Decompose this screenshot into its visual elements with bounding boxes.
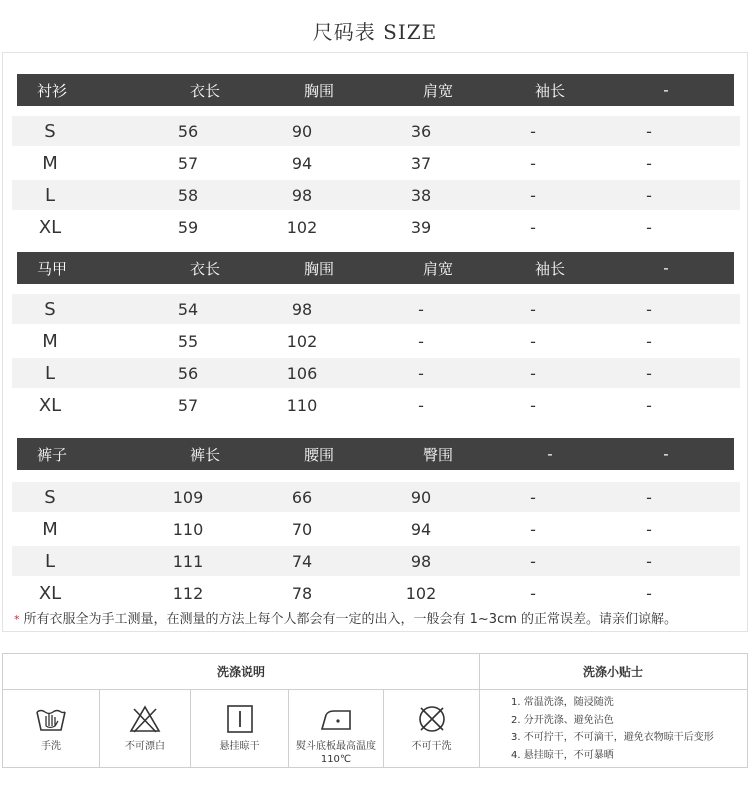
table-cell: 110 (286, 395, 318, 415)
size-cell: M (42, 330, 58, 352)
table-cell: - (530, 217, 536, 237)
table-cell: 102 (286, 217, 318, 237)
divider (479, 654, 480, 767)
table-cell: - (418, 363, 424, 383)
table-row (12, 482, 740, 512)
table-cell: - (646, 583, 652, 603)
table-cell: - (418, 299, 424, 319)
table-cell: 102 (405, 583, 437, 603)
table-row (12, 212, 740, 242)
measurement-note (14, 608, 748, 627)
care-tip: 4. 悬挂晾干，不可暴晒 (511, 749, 614, 761)
page-title: 尺码表 SIZE (312, 20, 438, 44)
size-cell: S (44, 120, 56, 142)
table-cell: 55 (177, 331, 199, 351)
iron-icon (320, 704, 352, 734)
note-text: 所有衣服全为手工测量，在测量的方法上每个人都会有一定的出入，一般会有 1~3cm 的正常误差。请亲们谅解。 (23, 612, 678, 627)
header-cell: 胸围 (303, 259, 334, 278)
table-cell: - (530, 185, 536, 205)
table-cell: 37 (410, 153, 432, 173)
table-cell: - (530, 331, 536, 351)
header-cell: - (663, 259, 669, 277)
size-cell: XL (38, 582, 62, 604)
table-row (12, 578, 740, 608)
care-item-hang-dry (191, 690, 288, 768)
table-cell: 57 (177, 153, 199, 173)
table-cell: - (530, 487, 536, 507)
table-cell: 111 (172, 551, 204, 571)
care-tips-list (511, 694, 714, 764)
table-cell: 102 (286, 331, 318, 351)
table-cell: 54 (177, 299, 199, 319)
care-item-iron (289, 690, 383, 768)
care-section (2, 653, 748, 768)
table-cell: 56 (177, 121, 199, 141)
table-cell: 90 (410, 487, 432, 507)
header-cell: 袖长 (534, 81, 565, 100)
table-row (12, 546, 740, 576)
care-instructions-title: 洗涤说明 (3, 654, 479, 690)
header-cell: 袖长 (534, 259, 565, 278)
care-label: 熨斗底板最高温度110℃ (296, 741, 376, 765)
table-cell: - (646, 217, 652, 237)
table-cell: 98 (410, 551, 432, 571)
header-cell: 胸围 (303, 81, 334, 100)
table-cell: - (530, 583, 536, 603)
table-cell: - (646, 121, 652, 141)
table-cell: - (646, 153, 652, 173)
table-row (12, 326, 740, 356)
table-cell: 94 (291, 153, 313, 173)
table-cell: - (646, 519, 652, 539)
size-cell: M (42, 518, 58, 540)
header-cell: 马甲 (37, 259, 68, 278)
table-cell: - (646, 331, 652, 351)
table-cell: - (646, 299, 652, 319)
table-cell: - (530, 121, 536, 141)
table-cell: - (530, 551, 536, 571)
care-item-no-bleach (100, 690, 190, 768)
table-row (12, 514, 740, 544)
care-item-no-dry-clean (384, 690, 479, 768)
size-cell: XL (38, 394, 62, 416)
table-cell: 106 (286, 363, 318, 383)
table-cell: 66 (291, 487, 313, 507)
no-dry-clean-icon (416, 704, 448, 734)
size-cell: L (44, 550, 56, 572)
table-cell: - (646, 487, 652, 507)
table-cell: 90 (291, 121, 313, 141)
header-cell: 肩宽 (422, 81, 453, 100)
size-cell: L (44, 184, 56, 206)
table-cell: 109 (172, 487, 204, 507)
table-cell: 59 (177, 217, 199, 237)
header-cell: 衣长 (189, 259, 220, 278)
table-cell: - (530, 299, 536, 319)
table-cell: 94 (410, 519, 432, 539)
table-cell: - (418, 331, 424, 351)
header-cell: - (663, 445, 669, 463)
table-cell: 56 (177, 363, 199, 383)
care-label: 不可漂白 (125, 741, 165, 752)
header-cell: 衣长 (189, 81, 220, 100)
size-cell: M (42, 152, 58, 174)
care-tip: 1. 常温洗涤，随浸随洗 (511, 697, 614, 708)
vest-table-header (17, 252, 734, 284)
care-label: 悬挂晾干 (219, 741, 260, 752)
table-cell: - (646, 363, 652, 383)
table-row (12, 180, 740, 210)
header-cell: 腰围 (303, 445, 334, 464)
care-item-hand-wash (3, 690, 99, 768)
header-cell: 裤长 (189, 445, 220, 464)
header-cell: 肩宽 (422, 259, 453, 278)
header-cell: - (663, 81, 669, 99)
hang-dry-icon (224, 704, 256, 734)
care-tip: 3. 不可拧干，不可滴干，避免衣物晾干后变形 (511, 732, 714, 743)
table-cell: - (530, 519, 536, 539)
table-cell: 78 (291, 583, 313, 603)
table-cell: - (646, 551, 652, 571)
table-cell: - (530, 363, 536, 383)
note-asterisk: * (14, 613, 20, 626)
care-tips-title: 洗涤小贴士 (479, 654, 747, 690)
care-label: 不可干洗 (411, 741, 452, 752)
header-cell: 衬衫 (37, 81, 68, 100)
table-cell: 110 (172, 519, 204, 539)
size-cell: L (44, 362, 56, 384)
table-cell: 70 (291, 519, 313, 539)
size-cell: XL (38, 216, 62, 238)
table-cell: 57 (177, 395, 199, 415)
table-cell: - (530, 153, 536, 173)
no-bleach-icon (129, 704, 161, 734)
size-cell: S (44, 486, 56, 508)
table-cell: 74 (291, 551, 313, 571)
table-cell: 36 (410, 121, 432, 141)
table-cell: 39 (410, 217, 432, 237)
table-row (12, 116, 740, 146)
table-cell: 38 (410, 185, 432, 205)
hand-wash-icon (35, 704, 67, 734)
header-cell: 臀围 (422, 445, 453, 464)
care-label: 手洗 (41, 741, 61, 752)
table-cell: 98 (291, 185, 313, 205)
care-tip: 2. 分开洗涤、避免沾色 (511, 714, 614, 726)
table-cell: 58 (177, 185, 199, 205)
header-cell: 裤子 (37, 445, 68, 464)
table-cell: 98 (291, 299, 313, 319)
table-row (12, 294, 740, 324)
table-cell: 112 (172, 583, 204, 603)
table-row (12, 148, 740, 178)
size-cell: S (44, 298, 56, 320)
table-cell: - (530, 395, 536, 415)
table-cell: - (646, 395, 652, 415)
pants-table-header (17, 438, 734, 470)
table-row (12, 390, 740, 420)
shirt-table-header (17, 74, 734, 106)
table-cell: - (646, 185, 652, 205)
table-row (12, 358, 740, 388)
header-cell: - (547, 445, 553, 463)
table-cell: - (418, 395, 424, 415)
